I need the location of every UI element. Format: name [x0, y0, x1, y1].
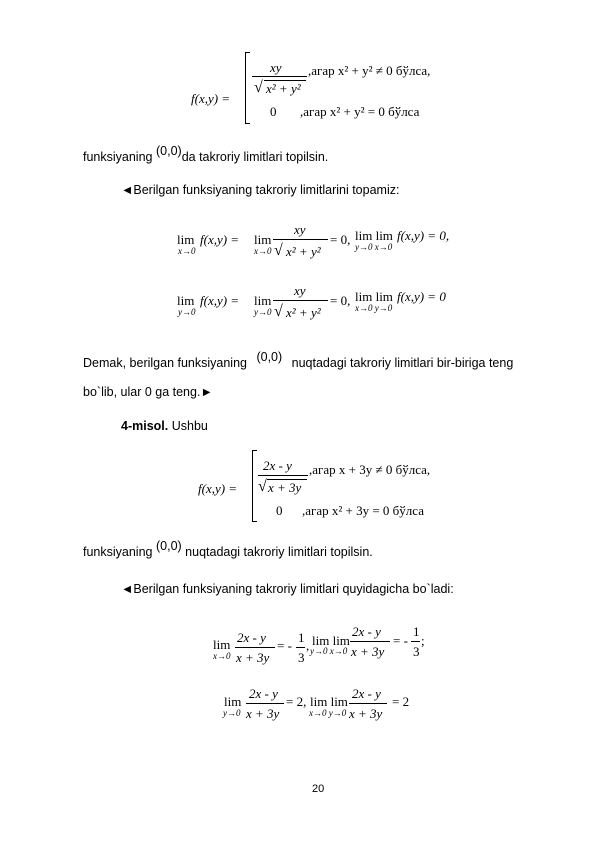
lim2-iter-lim: lim lim [355, 289, 393, 304]
f2-brace [252, 450, 257, 522]
f2-case2-value: 0 [276, 503, 283, 518]
lim3-iter: lim lim [312, 633, 350, 648]
point-00: (0,0) [155, 144, 182, 158]
lim1-sub1: x→0 [178, 246, 196, 256]
f1-fraction-bar [252, 76, 307, 77]
lim4-ieq: = 2 [392, 694, 410, 709]
lim3-ifrac-den: 3 [413, 644, 420, 659]
f1-lhs: f(x,y) = [191, 91, 231, 106]
f2-fraction-bar [258, 475, 308, 476]
f2-sqrt-sign: √ [258, 478, 267, 495]
f2-lhs: f(x,y) = [198, 481, 238, 496]
page-number: 20 [312, 783, 325, 795]
lim3-end: ; [421, 633, 425, 648]
lim3-ieq: = - [393, 633, 408, 648]
lim2-f: f(x,y) = [200, 293, 240, 308]
lim3-iter-sub: y→0 x→0 [310, 646, 348, 656]
lim2-sub2: y→0 [254, 307, 272, 317]
text1-b: da takroriy limitlari topilsin. [181, 150, 329, 164]
f2-case2-condition: ,агар x² + 3y = 0 бўлса [302, 503, 424, 518]
lim3-ifrac-num: 1 [413, 624, 420, 639]
lim2-iter-rest: f(x,y) = 0 [397, 289, 446, 304]
lim4-iter-sub: x→0 y→0 [309, 708, 347, 718]
f2-numerator: 2x - y [263, 458, 292, 473]
lim3-eq: = - [277, 638, 292, 653]
lim1-den: x² + y² [286, 244, 321, 259]
lim1-f: f(x,y) = [200, 232, 240, 247]
text-line-1 [83, 144, 329, 164]
lim2-sub1: y→0 [178, 307, 196, 317]
para3-point: (0,0) [256, 350, 283, 364]
lim3-lim: lim [213, 637, 231, 652]
f2-denominator: x + 3y [268, 480, 302, 495]
para3-a: Demak, berilgan funksiyaning [83, 356, 247, 370]
lim1-sub2: x→0 [254, 246, 272, 256]
lim4-lim: lim [224, 694, 242, 709]
misol-line [121, 419, 208, 433]
lim4-eq: = 2, [286, 694, 307, 709]
lim3-ifrac-bar [411, 641, 420, 642]
lim4-ibar [349, 703, 387, 704]
lim2-bar [273, 300, 328, 301]
lim2-iter-sub: x→0 y→0 [355, 303, 393, 313]
f1-case1-condition: ,агар x² + y² ≠ 0 бўлса, [308, 63, 431, 78]
text-line-2: ◄Berilgan funksiyaning takroriy limitlarini topamiz: [121, 183, 400, 197]
lim2-rest: = 0, [330, 293, 351, 308]
lim3-num: 2x - y [237, 630, 266, 645]
lim1-iter-sub: y→0 x→0 [355, 242, 393, 252]
para3-c: bo`lib, ular 0 ga teng.► [83, 385, 213, 399]
lim4-den: x + 3y [246, 706, 280, 721]
lim4-iter: lim lim [310, 694, 348, 709]
text-line-5: ◄Berilgan funksiyaning takroriy limitlari quyidagicha bo`ladi: [121, 582, 454, 596]
misol-text: Ushbu [171, 419, 208, 433]
lim2-lim2: lim [254, 293, 272, 308]
lim4-sub: y→0 [223, 708, 241, 718]
text4-b: nuqtadagi takroriy limitlari topilsin. [185, 545, 373, 559]
text4-point: (0,0) [155, 539, 182, 553]
f1-denominator: x² + y² [266, 81, 301, 96]
lim1-lim2: lim [254, 232, 272, 247]
lim1-iter-rest: f(x,y) = 0, [397, 228, 450, 243]
text1-a: funksiyaning [83, 150, 153, 164]
lim1-iter-lim: lim lim [355, 228, 393, 243]
lim1-sqrt-sign: √ [274, 242, 283, 259]
lim2-num: xy [294, 283, 306, 298]
para3-b: nuqtadagi takroriy limitlari bir-biriga teng [291, 356, 514, 370]
text-line-4 [83, 539, 373, 559]
lim3-bar [235, 647, 275, 648]
f1-case2-condition: ,агар x² + y² = 0 бўлса [300, 104, 420, 119]
text4-a: funksiyaning [83, 545, 153, 559]
misol-label: 4-misol. [121, 419, 169, 433]
lim1-rest: = 0, [330, 232, 351, 247]
lim3-iden: x + 3y [351, 644, 385, 659]
lim4-inum: 2x - y [352, 686, 381, 701]
lim1-lim: lim [177, 232, 195, 247]
lim2-lim: lim [177, 293, 195, 308]
f1-case2-value: 0 [270, 104, 277, 119]
lim2-sqrt-sign: √ [274, 303, 283, 320]
f1-sqrt-sign: √ [254, 79, 263, 96]
paragraph-3 [83, 350, 553, 370]
lim3-sub: x→0 [213, 651, 231, 661]
f1-numerator: xy [270, 60, 282, 75]
lim3-ibar [350, 641, 390, 642]
f2-case1-condition: ,агар x + 3y ≠ 0 бўлса, [309, 462, 431, 477]
lim1-num: xy [294, 222, 306, 237]
f1-brace [245, 52, 250, 124]
lim3-frac-den: 3 [298, 650, 305, 665]
lim4-bar [246, 703, 284, 704]
lim1-bar [273, 239, 328, 240]
lim4-num: 2x - y [249, 686, 278, 701]
lim3-den: x + 3y [236, 650, 270, 665]
lim3-frac-num: 1 [298, 630, 305, 645]
lim2-den: x² + y² [286, 305, 321, 320]
lim3-comma: , [306, 638, 310, 653]
lim4-iden: x + 3y [349, 706, 383, 721]
lim3-inum: 2x - y [352, 624, 381, 639]
lim3-frac-bar [296, 647, 305, 648]
